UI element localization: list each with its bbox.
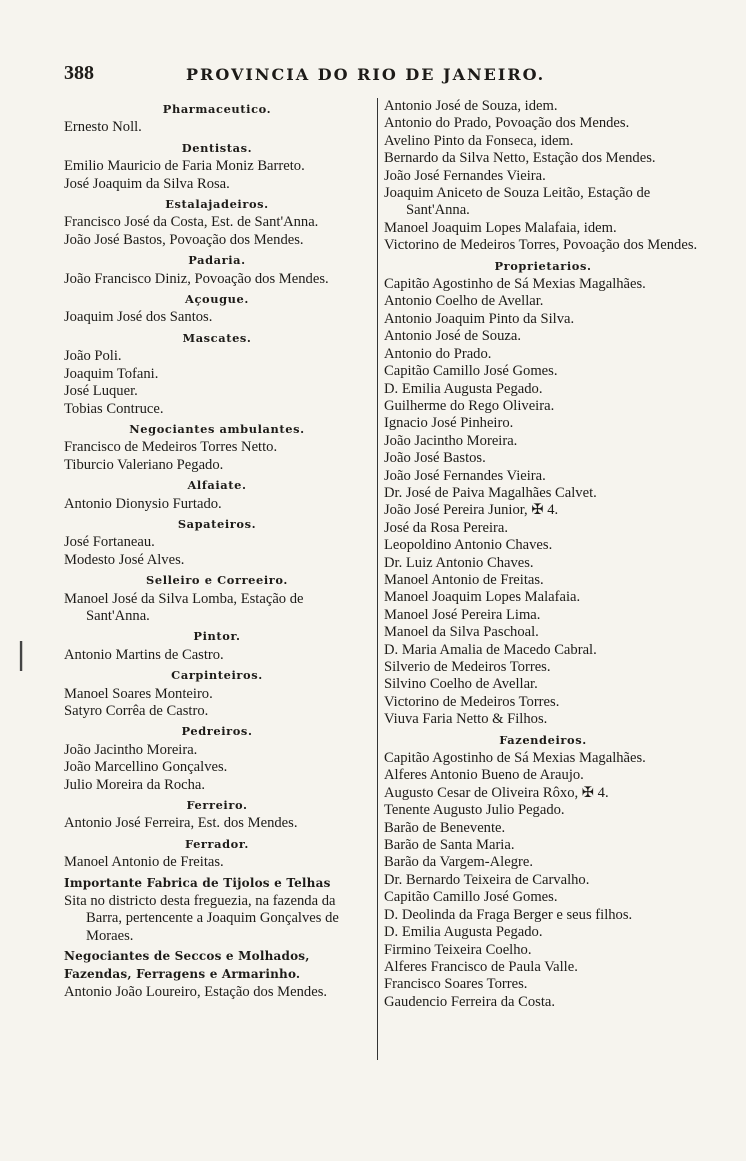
directory-entry: Manoel José Pereira Lima.: [384, 606, 541, 623]
directory-entry: João José Bastos, Povoação dos Mendes.: [64, 231, 304, 248]
directory-entry: Guilherme do Rego Oliveira.: [384, 397, 555, 414]
directory-entry: Manoel Antonio de Freitas.: [384, 571, 544, 588]
directory-entry: Alferes Antonio Bueno de Araujo.: [384, 767, 584, 784]
directory-entry: Silverio de Medeiros Torres.: [384, 659, 551, 675]
page-header: [64, 62, 684, 88]
directory-entry: D. Deolinda da Fraga Berger e seus filhos.: [384, 906, 633, 923]
category-heading: Padaria.: [188, 253, 246, 268]
directory-entry: Sita no districto desta freguezia, na fazenda da Barra, pertencente a Joaquim Gonçalves de Moraes.: [64, 893, 339, 944]
directory-entry: João José Bastos.: [384, 450, 486, 467]
directory-entry: Antonio Joaquim Pinto da Silva.: [384, 310, 575, 327]
category-heading: Carpinteiros.: [171, 668, 263, 683]
category-heading: Açougue.: [185, 292, 249, 307]
category-heading: Pintor.: [193, 629, 241, 644]
directory-entry: João Marcellino Gonçalves.: [64, 759, 228, 776]
directory-entry: Viuva Faria Netto & Filhos.: [384, 711, 548, 728]
directory-entry: Antonio Dionysio Furtado.: [64, 495, 222, 512]
category-heading: Dentistas.: [181, 140, 253, 155]
category-heading: Selleiro e Correeiro.: [146, 573, 288, 588]
left-column: [64, 98, 370, 1002]
directory-entry: Manoel Joaquim Lopes Malafaia.: [384, 589, 581, 606]
column-divider: [377, 98, 378, 1060]
directory-entry: Francisco de Medeiros Torres Netto.: [64, 439, 278, 456]
category-heading: Alfaiate.: [187, 478, 247, 493]
directory-entry: Tobias Contruce.: [64, 400, 164, 417]
category-heading: Negociantes de Seccos e Molhados, Fazendas, Ferragens e Armarinho.: [64, 949, 310, 981]
directory-entry: José Joaquim da Silva Rosa.: [64, 175, 230, 192]
directory-entry: Leopoldino Antonio Chaves.: [384, 537, 553, 554]
category-heading: Ferreiro.: [186, 798, 248, 813]
directory-entry: Gaudencio Ferreira da Costa.: [384, 993, 556, 1010]
directory-entry: Antonio do Prado, Povoação dos Mendes.: [384, 115, 630, 132]
category-heading: Importante Fabrica de Tijolos e Telhas: [64, 875, 331, 890]
directory-entry: Capitão Camillo José Gomes.: [384, 363, 558, 380]
category-heading: Ferrador.: [185, 836, 249, 851]
directory-entry: Francisco Soares Torres.: [384, 976, 528, 993]
directory-entry: Silvino Coelho de Avellar.: [384, 676, 538, 693]
category-heading: Estalajadeiros.: [165, 197, 269, 212]
directory-entry: D. Emilia Augusta Pegado.: [384, 380, 543, 397]
directory-entry: Satyro Corrêa de Castro.: [64, 703, 209, 719]
directory-entry: D. Maria Amalia de Macedo Cabral.: [384, 641, 597, 658]
directory-entry: José Luquer.: [64, 383, 138, 400]
directory-entry: Manoel Joaquim Lopes Malafaia, idem.: [384, 219, 617, 236]
directory-entry: Barão de Santa Maria.: [384, 837, 515, 854]
directory-entry: Dr. José de Paiva Magalhães Calvet.: [384, 484, 597, 501]
directory-entry: Capitão Agostinho de Sá Mexias Magalhães.: [384, 750, 646, 767]
directory-entry: João Jacintho Moreira.: [384, 432, 518, 449]
directory-entry: Manoel da Silva Paschoal.: [384, 624, 539, 641]
directory-entry: Antonio José de Souza.: [384, 328, 522, 345]
directory-entry: João José Fernandes Vieira.: [384, 167, 546, 184]
page-number: 388: [64, 62, 94, 84]
directory-entry: Barão de Benevente.: [384, 819, 506, 836]
directory-entry: Manoel José da Silva Lomba, Estação de Sant'Anna.: [64, 590, 304, 624]
directory-entry: Ernesto Noll.: [64, 119, 142, 136]
directory-entry: Joaquim José dos Santos.: [64, 309, 213, 326]
directory-entry: Dr. Bernardo Teixeira de Carvalho.: [384, 871, 590, 888]
directory-entry: Antonio José de Souza, idem.: [384, 98, 558, 114]
directory-entry: Emilio Mauricio de Faria Moniz Barreto.: [64, 158, 305, 175]
category-heading: Pharmaceutico.: [162, 102, 272, 116]
category-heading: Sapateiros.: [177, 516, 257, 531]
directory-entry: Barão da Vargem-Alegre.: [384, 854, 533, 871]
directory-entry: Capitão Camillo José Gomes.: [384, 889, 558, 906]
directory-entry: João Poli.: [64, 348, 122, 365]
directory-entry: Capitão Agostinho de Sá Mexias Magalhães.: [384, 276, 646, 293]
directory-entry: João Jacintho Moreira.: [64, 741, 198, 758]
directory-entry: Avelino Pinto da Fonseca, idem.: [384, 132, 574, 149]
directory-entry: Manoel Antonio de Freitas.: [64, 854, 224, 871]
directory-entry: José da Rosa Pereira.: [384, 519, 509, 536]
directory-entry: João José Pereira Junior, ✠ 4.: [384, 502, 559, 519]
category-heading: Fazendeiros.: [499, 732, 587, 747]
category-heading: Mascates.: [182, 330, 252, 345]
directory-entry: Joaquim Tofani.: [64, 365, 159, 382]
directory-entry: Julio Moreira da Rocha.: [64, 776, 206, 793]
category-heading: Pedreiros.: [181, 724, 253, 739]
directory-entry: Augusto Cesar de Oliveira Rôxo, ✠ 4.: [384, 784, 609, 801]
directory-entry: D. Emilia Augusta Pegado.: [384, 924, 543, 941]
directory-entry: Tiburcio Valeriano Pegado.: [64, 456, 224, 473]
margin-mark: |: [16, 637, 27, 672]
directory-entry: Antonio Martins de Castro.: [64, 646, 224, 663]
directory-entry: Ignacio José Pinheiro.: [384, 415, 514, 432]
directory-entry: Modesto José Alves.: [64, 551, 185, 568]
directory-entry: Bernardo da Silva Netto, Estação dos Mendes.: [384, 150, 656, 167]
directory-entry: Joaquim Aniceto de Souza Leitão, Estação de Sant'Anna.: [384, 185, 651, 219]
directory-entry: Alferes Francisco de Paula Valle.: [384, 958, 578, 975]
category-heading: Proprietarios.: [494, 258, 592, 273]
directory-entry: João José Fernandes Vieira.: [384, 467, 546, 484]
directory-entry: Antonio do Prado.: [384, 345, 492, 362]
category-heading: Negociantes ambulantes.: [129, 421, 305, 436]
directory-entry: José Fortaneau.: [64, 534, 155, 551]
directory-entry: Antonio João Loureiro, Estação dos Mendes.: [64, 984, 328, 1001]
directory-entry: João Francisco Diniz, Povoação dos Mendes.: [64, 270, 329, 287]
directory-entry: Antonio Coelho de Avellar.: [384, 293, 544, 310]
directory-entry: Francisco José da Costa, Est. de Sant'Anna.: [64, 214, 319, 231]
directory-entry: Dr. Luiz Antonio Chaves.: [384, 554, 534, 571]
directory-entry: Tenente Augusto Julio Pegado.: [384, 802, 565, 819]
directory-entry: Victorino de Medeiros Torres, Povoação dos Mendes.: [384, 237, 698, 254]
directory-entry: Firmino Teixeira Coelho.: [384, 941, 532, 958]
directory-entry: Victorino de Medeiros Torres.: [384, 693, 560, 710]
directory-entry: Manoel Soares Monteiro.: [64, 685, 213, 702]
right-column: [384, 98, 702, 1011]
running-title: PROVINCIA DO RIO DE JANEIRO.: [186, 65, 546, 84]
directory-entry: Antonio José Ferreira, Est. dos Mendes.: [64, 815, 298, 832]
